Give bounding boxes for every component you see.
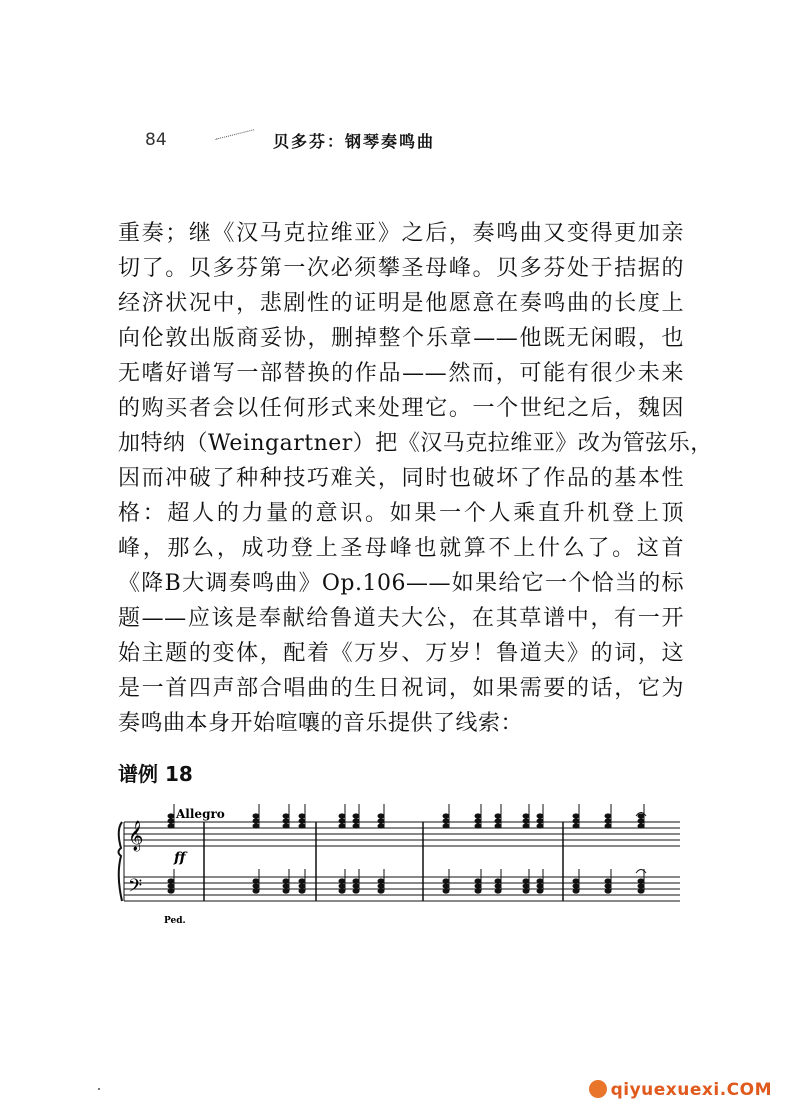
dynamic-marking: ff [174, 850, 186, 866]
note-head [495, 883, 502, 888]
running-title: 贝多芬：钢琴奏鸣曲 [273, 132, 436, 151]
text-line: 峰，那么，成功登上圣母峰也就算不上什么了。这首 [118, 536, 684, 561]
text-line: 题——应该是奉献给鲁道夫大公，在其草谱中，有一开 [118, 606, 684, 631]
pedal-marking: Ped. [164, 916, 186, 926]
note-head [378, 823, 385, 828]
note-head [253, 883, 260, 888]
body-text [118, 216, 713, 741]
note-head [443, 883, 450, 888]
note-head [378, 883, 385, 888]
note-head [638, 813, 645, 818]
note-head [475, 878, 482, 883]
note-head [339, 883, 346, 888]
example-label: 谱例 18 [118, 762, 193, 786]
note-head [339, 888, 346, 893]
note-head [378, 813, 385, 818]
note-head [475, 888, 482, 893]
note-head [283, 878, 290, 883]
note-head [523, 888, 530, 893]
note-head [443, 818, 450, 823]
music-score [116, 800, 682, 930]
note-head [339, 878, 346, 883]
note-head [495, 888, 502, 893]
text-line: 的购买者会以任何形式来处理它。一个世纪之后，魏因 [118, 396, 684, 421]
note-head [537, 818, 544, 823]
note-head [537, 823, 544, 828]
note-head [523, 813, 530, 818]
note-head [339, 813, 346, 818]
text-line: 因而冲破了种种技巧难关，同时也破坏了作品的基本性 [118, 466, 684, 491]
tempo-marking: Allegro [176, 807, 225, 821]
note-head [283, 883, 290, 888]
note-head [253, 823, 260, 828]
note-head [253, 813, 260, 818]
note-head [168, 883, 175, 888]
text-line: 向伦敦出版商妥协，删掉整个乐章——他既无闲暇，也 [118, 326, 684, 351]
text-line: 是一首四声部合唱曲的生日祝词，如果需要的话，它为 [118, 676, 684, 701]
note-head [353, 818, 360, 823]
score-svg [116, 800, 682, 930]
note-head [605, 823, 612, 828]
note-head [475, 813, 482, 818]
watermark-text: qiyuexuexi.COM [610, 1080, 772, 1100]
note-head [523, 883, 530, 888]
note-head [283, 888, 290, 893]
text-line: 加特纳（Weingartner）把《汉马克拉维亚》改为管弦乐， [118, 431, 713, 456]
note-head [378, 878, 385, 883]
note-head [339, 818, 346, 823]
note-head [495, 878, 502, 883]
note-head [605, 818, 612, 823]
text-line: 始主题的变体，配着《万岁、万岁！鲁道夫》的词，这 [118, 641, 684, 666]
note-head [339, 823, 346, 828]
note-head [353, 888, 360, 893]
note-head [537, 813, 544, 818]
note-head [573, 878, 580, 883]
note-head [253, 818, 260, 823]
note-head [475, 883, 482, 888]
note-head [638, 823, 645, 828]
note-head [638, 878, 645, 883]
text-line: 奏鸣曲本身开始喧嚷的音乐提供了线索： [118, 711, 524, 736]
note-head [443, 878, 450, 883]
note-head [283, 823, 290, 828]
ornament-divider [215, 129, 255, 142]
note-head [475, 818, 482, 823]
text-line: 格：超人的力量的意识。如果一个人乘直升机登上顶 [118, 501, 684, 526]
note-head [283, 818, 290, 823]
bass-clef-icon: 𝄢 [128, 876, 143, 901]
brace [119, 822, 123, 901]
note-head [605, 813, 612, 818]
note-head [495, 823, 502, 828]
note-head [378, 818, 385, 823]
watermark [589, 1080, 772, 1100]
note-head [495, 813, 502, 818]
note-head [573, 888, 580, 893]
note-head [283, 813, 290, 818]
text-line: 重奏；继《汉马克拉维亚》之后，奏鸣曲又变得更加亲 [118, 221, 684, 246]
note-head [573, 883, 580, 888]
note-head [573, 818, 580, 823]
note-head [638, 883, 645, 888]
note-head [523, 878, 530, 883]
note-head [299, 813, 306, 818]
note-head [537, 888, 544, 893]
note-head [605, 888, 612, 893]
note-head [443, 823, 450, 828]
treble-clef-icon: 𝄞 [128, 821, 144, 851]
note-head [523, 818, 530, 823]
note-head [495, 818, 502, 823]
note-head [573, 823, 580, 828]
note-head [253, 888, 260, 893]
page-number: 84 [145, 130, 167, 150]
note-head [168, 818, 175, 823]
note-head [523, 823, 530, 828]
note-head [638, 888, 645, 893]
note-head [299, 883, 306, 888]
note-head [168, 823, 175, 828]
note-head [475, 823, 482, 828]
note-head [253, 878, 260, 883]
note-head [605, 883, 612, 888]
note-head [443, 813, 450, 818]
text-line: 经济状况中，悲剧性的证明是他愿意在奏鸣曲的长度上 [118, 291, 684, 316]
note-head [299, 818, 306, 823]
note-head [299, 878, 306, 883]
note-head [299, 823, 306, 828]
text-line: 《降B大调奏鸣曲》Op.106——如果给它一个恰当的标 [118, 571, 684, 596]
note-head [573, 813, 580, 818]
text-line: 切了。贝多芬第一次必须攀圣母峰。贝多芬处于拮据的 [118, 256, 684, 281]
note-head [168, 813, 175, 818]
text-line: 无嗜好谱写一部替换的作品——然而，可能有很少未来 [118, 361, 684, 386]
watermark-logo-icon [589, 1080, 607, 1098]
note-head [537, 883, 544, 888]
note-head [638, 818, 645, 823]
note-head [168, 878, 175, 883]
note-head [605, 878, 612, 883]
note-head [168, 888, 175, 893]
note-head [378, 888, 385, 893]
note-head [353, 823, 360, 828]
note-head [443, 888, 450, 893]
note-head [353, 883, 360, 888]
scan-speck [98, 1088, 100, 1090]
note-head [353, 813, 360, 818]
note-head [353, 878, 360, 883]
note-head [299, 888, 306, 893]
note-head [537, 878, 544, 883]
